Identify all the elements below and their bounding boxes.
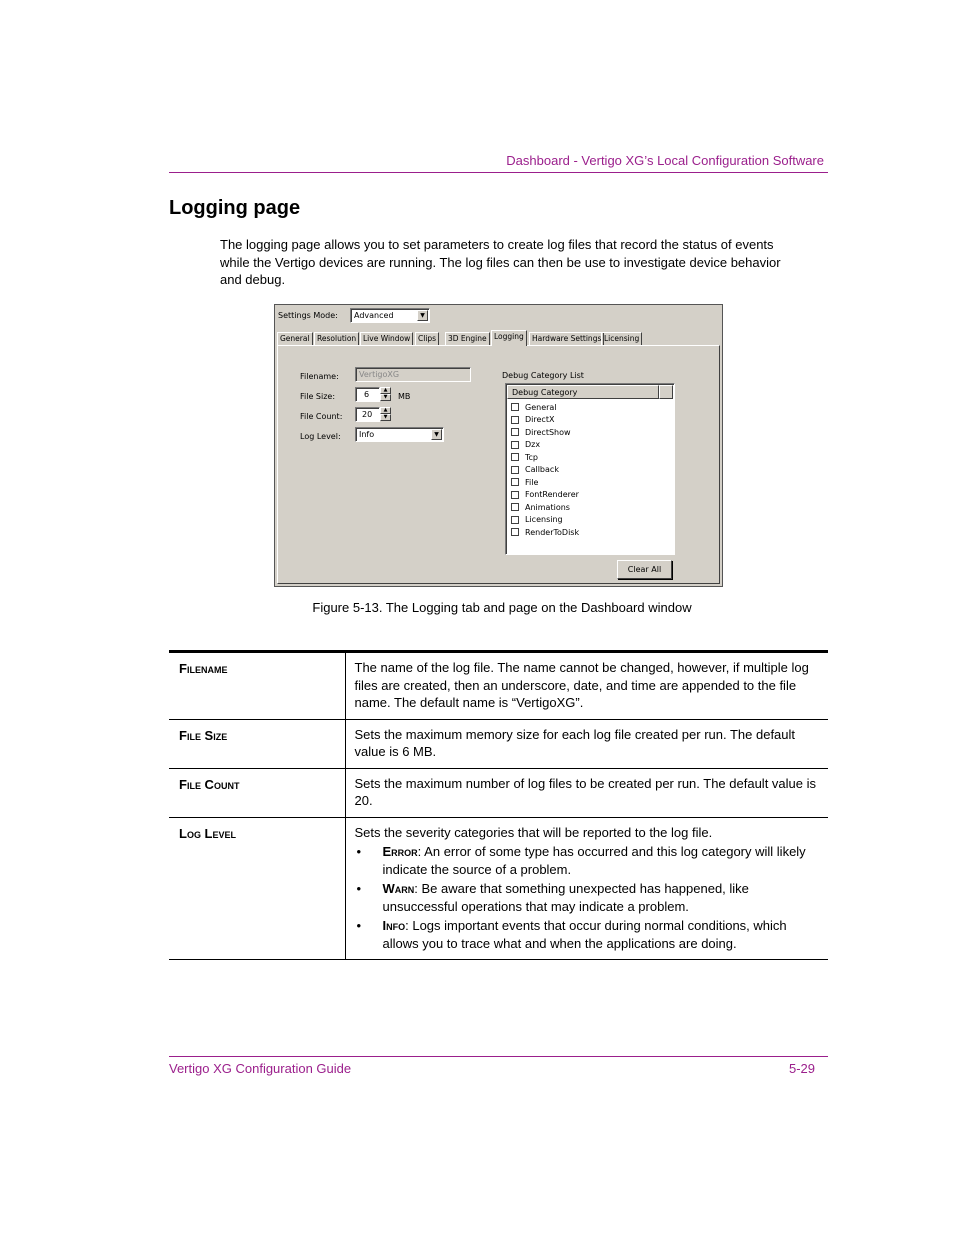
bullet-icon: • <box>356 844 362 859</box>
list-item[interactable]: DirectX <box>511 414 579 427</box>
list-item <box>355 917 821 952</box>
logging-dialog-screenshot <box>274 304 723 587</box>
running-header-title: Dashboard - Vertigo XG’s Local Configuration Software <box>506 153 824 168</box>
bullet-icon: • <box>356 881 362 896</box>
file-size-label: File Size: <box>300 392 336 401</box>
settings-mode-select[interactable] <box>350 308 430 323</box>
footer-guide-title: Vertigo XG Configuration Guide <box>169 1061 352 1076</box>
up-arrow-icon[interactable]: ▲ <box>380 407 391 414</box>
list-item[interactable]: Tcp <box>511 451 579 464</box>
list-item[interactable]: RenderToDisk <box>511 526 579 539</box>
list-item[interactable]: File <box>511 476 579 489</box>
table-row <box>169 768 828 817</box>
file-count-field[interactable]: 20 <box>355 407 380 422</box>
table-row <box>169 652 828 720</box>
level-name: Warn <box>382 881 415 896</box>
list-item[interactable]: Licensing <box>511 514 579 527</box>
file-count-label: File Count: <box>300 412 343 421</box>
description-cell: Sets the maximum number of log files to be created per run. The default value is 20. <box>354 775 816 808</box>
tab-licensing[interactable]: Licensing <box>601 332 642 345</box>
page-footer <box>169 1056 828 1076</box>
list-item <box>355 880 821 915</box>
level-name: Info <box>382 918 406 933</box>
tab-clips[interactable]: Clips <box>415 332 439 345</box>
parameter-table <box>169 650 828 960</box>
table-row <box>169 719 828 768</box>
filename-label: Filename: <box>300 372 339 381</box>
table-row <box>169 817 828 960</box>
list-item[interactable]: DirectShow <box>511 426 579 439</box>
tab-hardware-settings[interactable]: Hardware Settings <box>529 332 604 345</box>
down-arrow-icon[interactable]: ▼ <box>380 394 391 401</box>
checkbox[interactable] <box>511 416 519 424</box>
intro-paragraph: The logging page allows you to set parameters to create log files that record the status of events while the Vertigo devices are running. The log files can then be use to investigate device behavior and debug. <box>220 237 781 287</box>
debug-category-list-label: Debug Category List <box>502 371 584 380</box>
term-cell: File Count <box>169 768 345 817</box>
file-size-field[interactable]: 6 <box>355 387 380 402</box>
checkbox[interactable] <box>511 466 519 474</box>
checkbox[interactable] <box>511 403 519 411</box>
term-cell: Filename <box>169 652 345 720</box>
file-count-stepper[interactable] <box>380 407 391 422</box>
down-arrow-icon[interactable]: ▼ <box>380 414 391 421</box>
debug-category-column-header[interactable]: Debug Category <box>507 385 659 399</box>
list-item[interactable]: Animations <box>511 501 579 514</box>
list-item[interactable]: General <box>511 401 579 414</box>
debug-category-list[interactable] <box>505 383 675 555</box>
checkbox[interactable] <box>511 503 519 511</box>
chevron-down-icon[interactable]: ▼ <box>417 310 428 321</box>
description-cell <box>345 817 828 960</box>
chevron-down-icon[interactable]: ▼ <box>431 429 442 440</box>
settings-mode-value: Advanced <box>354 311 394 320</box>
figure-caption: Figure 5-13. The Logging tab and page on the Dashboard window <box>312 600 692 615</box>
log-level-label: Log Level: <box>300 432 341 441</box>
file-size-unit: MB <box>398 392 411 401</box>
term-cell: Log Level <box>169 817 345 960</box>
level-text: : An error of some type has occurred and this log category will likely indicate the source of a problem. <box>382 844 806 877</box>
checkbox[interactable] <box>511 441 519 449</box>
checkbox[interactable] <box>511 516 519 524</box>
debug-category-rows <box>511 401 579 539</box>
term-cell: File Size <box>169 719 345 768</box>
tab-resolution[interactable]: Resolution <box>314 332 359 345</box>
description-cell: Sets the maximum memory size for each log file created per run. The default value is 6 MB. <box>354 726 796 759</box>
list-item[interactable]: Callback <box>511 464 579 477</box>
list-item[interactable]: Dzx <box>511 439 579 452</box>
list-item <box>355 843 821 878</box>
up-arrow-icon[interactable]: ▲ <box>380 387 391 394</box>
filename-field[interactable]: VertigoXG <box>355 367 471 382</box>
description-cell: The name of the log file. The name cannot be changed, however, if multiple log files are created, then an underscore, date, and time are appended to the file name. The default name is “VertigoXG”. <box>354 660 809 710</box>
page-title: Logging page <box>169 197 301 219</box>
checkbox[interactable] <box>511 453 519 461</box>
column-header-spacer <box>659 385 673 399</box>
log-level-intro: Sets the severity categories that will be reported to the log file. <box>354 824 713 840</box>
file-size-stepper[interactable] <box>380 387 391 402</box>
level-name: Error <box>382 844 418 859</box>
level-text: : Logs important events that occur during normal conditions, which allows you to trace what and when the applications are doing. <box>382 918 787 951</box>
clear-all-button[interactable]: Clear All <box>617 560 672 579</box>
settings-mode-label: Settings Mode: <box>278 311 338 320</box>
logging-tab-panel <box>277 345 720 584</box>
checkbox[interactable] <box>511 478 519 486</box>
list-item[interactable]: FontRenderer <box>511 489 579 502</box>
footer-page-number: 5-29 <box>788 1061 815 1076</box>
checkbox[interactable] <box>511 428 519 436</box>
tab-3d-engine[interactable]: 3D Engine <box>445 332 490 345</box>
bullet-icon: • <box>356 918 362 933</box>
tab-live-window[interactable]: Live Window <box>360 332 413 345</box>
level-text: : Be aware that something unexpected has happened, like unsuccessful operations that may indicate a problem. <box>382 881 749 914</box>
tab-logging[interactable]: Logging <box>491 330 527 346</box>
tab-general[interactable]: General <box>277 332 313 345</box>
log-level-select[interactable]: Info ▼ <box>355 427 444 442</box>
checkbox[interactable] <box>511 491 519 499</box>
checkbox[interactable] <box>511 528 519 536</box>
running-header <box>169 153 828 173</box>
